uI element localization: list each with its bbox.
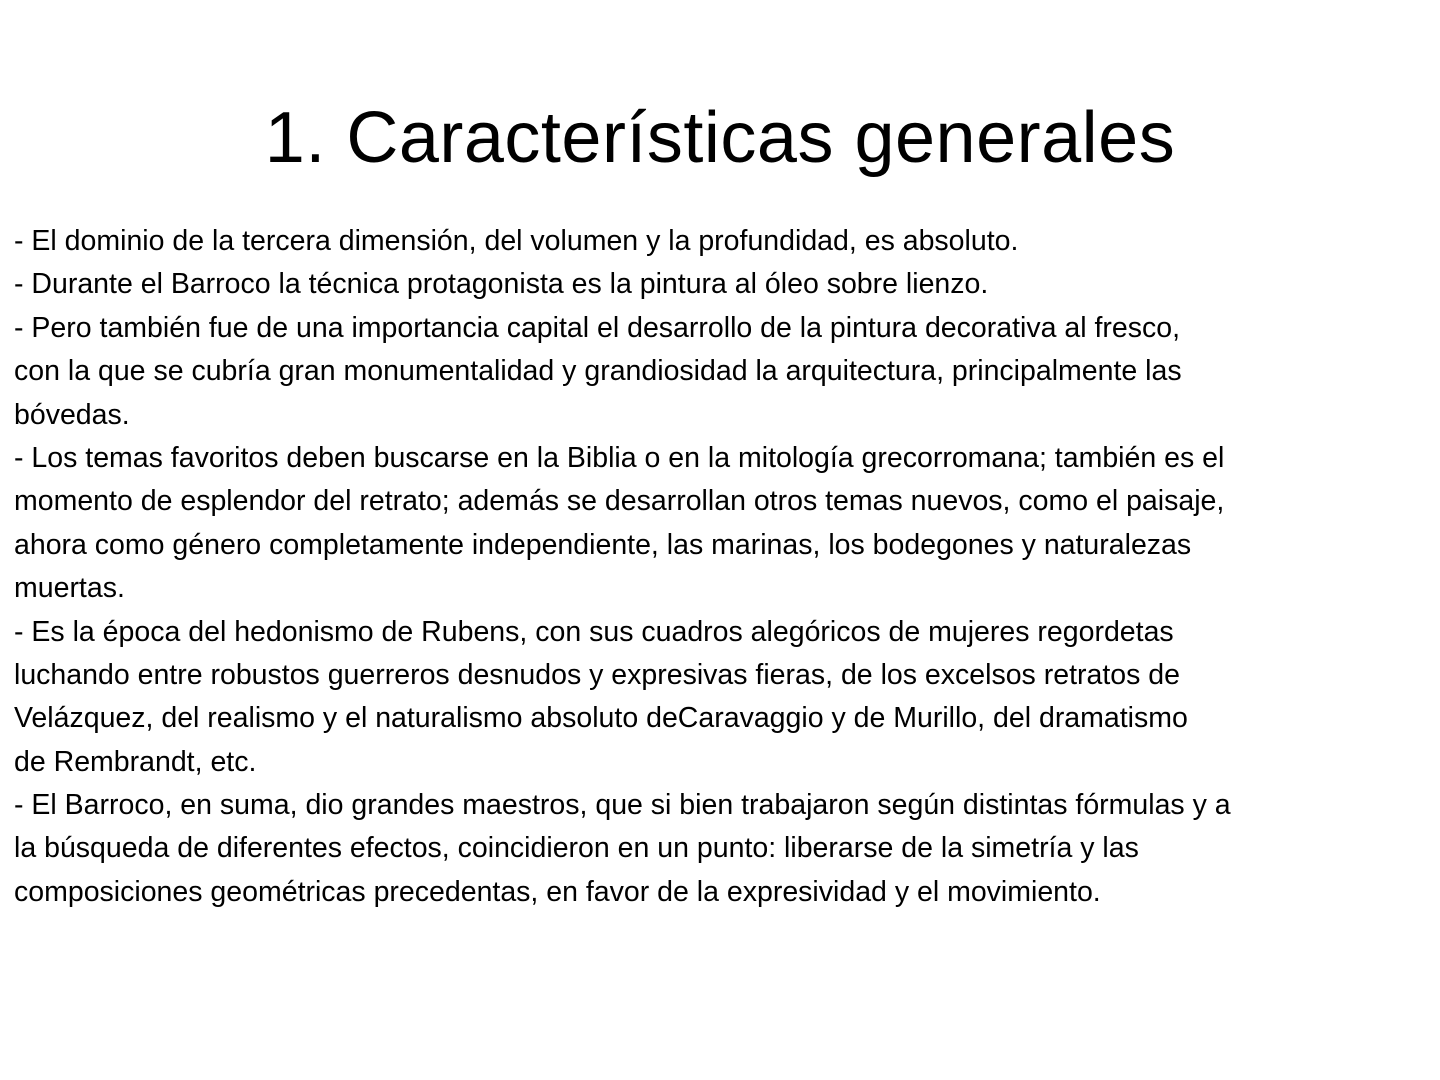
text-line: - El Barroco, en suma, dio grandes maestros, que si bien trabajaron según distintas fórmulas y a: [14, 789, 1231, 822]
text-line: - Durante el Barroco la técnica protagonista es la pintura al óleo sobre lienzo.: [14, 268, 989, 301]
text-line: de Rembrandt, etc.: [14, 745, 257, 778]
slide-body: [14, 220, 1426, 914]
text-line: Velázquez, del realismo y el naturalismo absoluto deCaravaggio y de Murillo, del dramatismo: [14, 702, 1188, 735]
text-line: con la que se cubría gran monumentalidad y grandiosidad la arquitectura, principalmente las: [14, 355, 1182, 388]
text-line: bóvedas.: [14, 398, 130, 431]
text-line: momento de esplendor del retrato; además se desarrollan otros temas nuevos, como el paisaje,: [14, 485, 1225, 518]
text-line: luchando entre robustos guerreros desnudos y expresivas fieras, de los excelsos retratos de: [14, 658, 1180, 691]
text-line: - El dominio de la tercera dimensión, del volumen y la profundidad, es absoluto.: [14, 225, 1019, 257]
text-line: ahora como género completamente independiente, las marinas, los bodegones y naturalezas: [14, 528, 1192, 561]
slide-title: 1. Características generales: [264, 98, 1176, 178]
text-line: la búsqueda de diferentes efectos, coincidieron en un punto: liberarse de la simetría y las: [14, 832, 1139, 865]
text-line: muertas.: [14, 572, 125, 605]
text-line: - Los temas favoritos deben buscarse en la Biblia o en la mitología grecorromana; también es el: [14, 441, 1225, 474]
text-line: - Es la época del hedonismo de Rubens, con sus cuadros alegóricos de mujeres regordetas: [14, 615, 1174, 648]
text-line: - Pero también fue de una importancia capital el desarrollo de la pintura decorativa al fresco,: [14, 311, 1180, 344]
text-line: composiciones geométricas precedentas, en favor de la expresividad y el movimiento.: [14, 875, 1101, 908]
